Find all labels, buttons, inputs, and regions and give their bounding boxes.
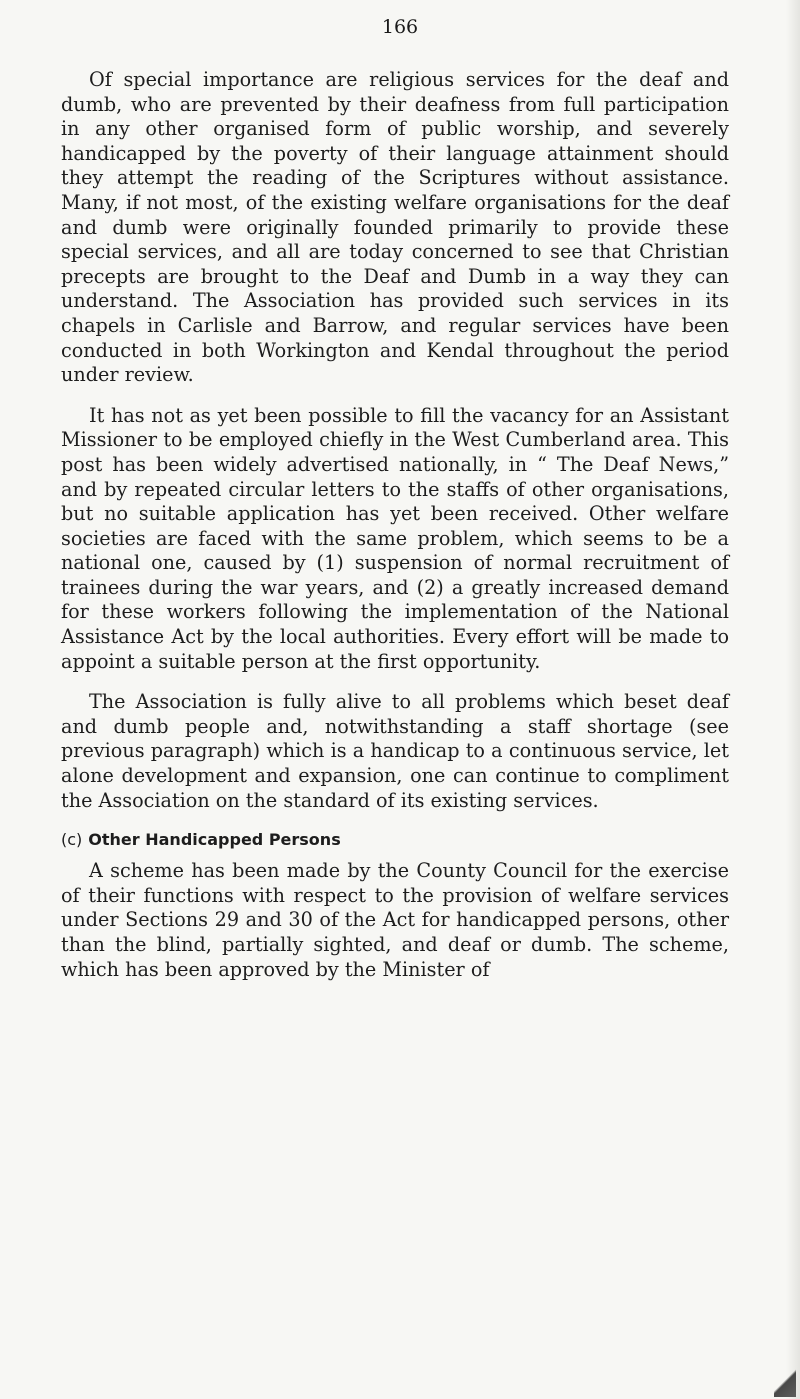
paragraph-association-services: The Association is fully alive to all problems which beset deaf and dumb people and, notwithstanding a staff shortage (see previous paragraph) which is a handicap to a continuous service, let alone development and expansion, one can continue to compliment the Association on the standard of its existing services. (61, 690, 729, 812)
section-heading (61, 829, 729, 851)
paragraph-handicapped-scheme: A scheme has been made by the County Council for the exercise of their functions with respect to the provision of welfare services under Sections 29 and 30 of the Act for handicapped persons, other than the blind, partially sighted, and deaf or dumb. The scheme, which has been approved by the Minister of (61, 859, 729, 981)
page-corner-mark (774, 1357, 796, 1397)
paragraph-religious-services: Of special importance are religious services for the deaf and dumb, who are prevented by their deafness from full participation in any other organised form of public worship, and severely handicapped by the poverty of their language attainment should they attempt the reading of the Scriptures without assistance. Many, if not most, of the existing welfare organisations for the deaf and dumb were originally founded primarily to provide these special services, and all are today concerned to see that Christian precepts are brought to the Deaf and Dumb in a way they can understand. The Association has provided such services in its chapels in Carlisle and Barrow, and regular services have been conducted in both Workington and Kendal throughout the period under review. (61, 68, 729, 387)
page-edge-shadow (786, 0, 800, 1399)
paragraph-assistant-missioner: It has not as yet been possible to fill the vacancy for an Assistant Missioner to be employed chiefly in the West Cumberland area. This post has been widely advertised nationally, in “ The Deaf News,” and by repeated circular letters to the staffs of other organisations, but no suitable application has yet been received. Other welfare societies are faced with the same problem, which seems to be a national one, caused by (1) suspension of normal recruitment of trainees during the war years, and (2) a greatly increased demand for these workers following the implementation of the National Assistance Act by the local authorities. Every effort will be made to appoint a suitable person at the first opportunity. (61, 403, 729, 673)
section-title: Other Handicapped Persons (88, 830, 341, 850)
page-number: 166 (381, 16, 419, 38)
section-label: (c) (61, 830, 83, 850)
page-body (61, 68, 729, 998)
